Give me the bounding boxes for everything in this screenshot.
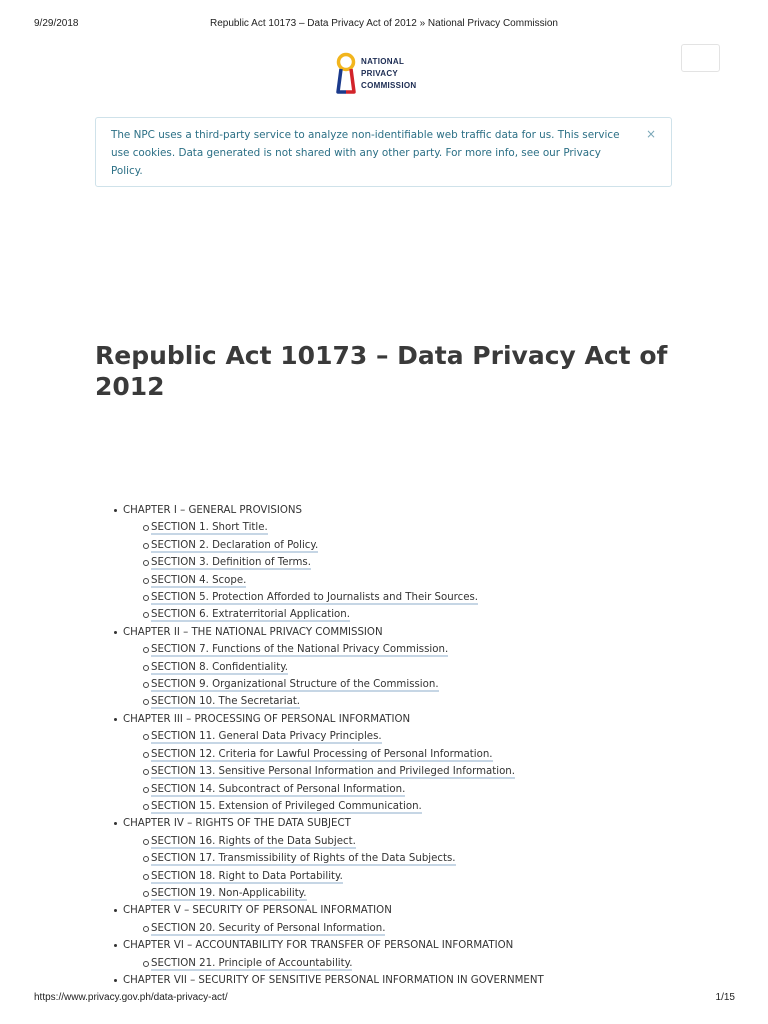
menu-button[interactable] [681, 44, 720, 72]
toc-section-link[interactable]: SECTION 6. Extraterritorial Application. [151, 609, 350, 621]
toc-section-list [123, 641, 743, 711]
toc-section-link[interactable]: SECTION 12. Criteria for Lawful Processing of Personal Information. [151, 748, 493, 760]
logo-text [361, 56, 416, 92]
toc-section-link[interactable]: SECTION 18. Right to Data Portability. [151, 870, 343, 882]
page-number: 1/15 [715, 992, 735, 1003]
toc-section-list [123, 728, 743, 815]
toc-section-link[interactable]: SECTION 16. Rights of the Data Subject. [151, 835, 356, 847]
toc-section-list [123, 519, 743, 623]
toc-section-item [151, 746, 743, 763]
toc-section-link[interactable]: SECTION 17. Transmissibility of Rights of the Data Subjects. [151, 853, 456, 865]
npc-logo[interactable] [334, 52, 444, 96]
toc-section-list [123, 955, 743, 972]
toc-section-link[interactable]: SECTION 4. Scope. [151, 574, 247, 586]
toc-chapter-label: CHAPTER I – GENERAL PROVISIONS [123, 505, 302, 516]
toc-chapter-label: CHAPTER VII – SECURITY OF SENSITIVE PERSONAL INFORMATION IN GOVERNMENT [123, 974, 544, 986]
toc-chapter [123, 815, 743, 902]
print-header [0, 18, 768, 32]
toc-section-item [151, 641, 743, 658]
keyhole-logo-icon [334, 52, 358, 96]
toc-section-list [123, 920, 743, 937]
toc-section-item [151, 676, 743, 693]
toc-section-link[interactable]: SECTION 5. Protection Afforded to Journalists and Their Sources. [151, 592, 479, 604]
toc-chapter-label: CHAPTER V – SECURITY OF PERSONAL INFORMATION [123, 905, 392, 917]
toc-section-item [151, 763, 743, 780]
toc-section-link[interactable]: SECTION 10. The Secretariat. [151, 696, 301, 708]
toc-section-item [151, 728, 743, 745]
toc-section-link[interactable]: SECTION 20. Security of Personal Information. [151, 922, 386, 934]
toc-section-item [151, 589, 743, 606]
print-url: https://www.privacy.gov.ph/data-privacy-act/ [34, 992, 228, 1003]
toc-section-link[interactable]: SECTION 21. Principle of Accountability. [151, 957, 353, 969]
toc-chapter [123, 972, 743, 989]
toc-chapter [123, 502, 743, 624]
toc-section-item [151, 850, 743, 867]
print-footer [0, 992, 768, 1006]
toc-section-item [151, 920, 743, 937]
toc-section-list [123, 833, 743, 903]
toc-section-item [151, 781, 743, 798]
toc-section-link[interactable]: SECTION 15. Extension of Privileged Communication. [151, 800, 422, 812]
toc-section-item [151, 798, 743, 815]
toc-section-link[interactable]: SECTION 2. Declaration of Policy. [151, 539, 319, 551]
toc-chapter-label: CHAPTER II – THE NATIONAL PRIVACY COMMISSION [123, 626, 383, 638]
toc-section-link[interactable]: SECTION 19. Non-Applicability. [151, 887, 307, 899]
toc-section-item [151, 606, 743, 623]
toc-section-link[interactable]: SECTION 13. Sensitive Personal Information and Privileged Information. [151, 766, 515, 778]
toc-section-item [151, 885, 743, 902]
table-of-contents [123, 502, 743, 989]
toc-chapter-label: CHAPTER VI – ACCOUNTABILITY FOR TRANSFER OF PERSONAL INFORMATION [123, 940, 514, 952]
print-date: 9/29/2018 [34, 18, 79, 29]
cookie-notice-text: The NPC uses a third-party service to analyze non-identifiable web traffic data for us. This service use cookies. Data generated is not shared with any other party. For more info, see our Privacy Policy. [111, 129, 620, 177]
print-document-title: Republic Act 10173 – Data Privacy Act of 2012 » National Privacy Commission [210, 18, 558, 29]
toc-section-item [151, 955, 743, 972]
toc-chapter-label: CHAPTER IV – RIGHTS OF THE DATA SUBJECT [123, 818, 351, 830]
toc-section-item [151, 537, 743, 554]
cookie-notice [95, 117, 672, 187]
toc-section-item [151, 519, 743, 536]
toc-chapter-label: CHAPTER III – PROCESSING OF PERSONAL INFORMATION [123, 713, 411, 725]
toc-section-link[interactable]: SECTION 7. Functions of the National Privacy Commission. [151, 644, 449, 656]
toc-section-link[interactable]: SECTION 9. Organizational Structure of the Commission. [151, 679, 439, 691]
toc-section-item [151, 693, 743, 710]
toc-chapter [123, 902, 743, 937]
toc-section-item [151, 554, 743, 571]
toc-section-link[interactable]: SECTION 3. Definition of Terms. [151, 557, 311, 569]
toc-section-item [151, 868, 743, 885]
toc-chapter [123, 711, 743, 815]
logo-line-privacy: PRIVACY [361, 69, 399, 78]
toc-chapter [123, 624, 743, 711]
logo-line-national: NATIONAL [361, 57, 405, 66]
page-title: Republic Act 10173 – Data Privacy Act of 2012 [95, 341, 668, 401]
toc-section-item [151, 572, 743, 589]
close-icon[interactable]: × [645, 127, 656, 141]
toc-section-link[interactable]: SECTION 1. Short Title. [151, 522, 268, 534]
toc-chapter [123, 937, 743, 972]
logo-line-commission: COMMISSION [361, 81, 417, 90]
toc-section-item [151, 833, 743, 850]
toc-section-link[interactable]: SECTION 11. General Data Privacy Principles. [151, 731, 382, 743]
toc-section-item [151, 659, 743, 676]
toc-section-link[interactable]: SECTION 8. Confidentiality. [151, 661, 289, 673]
toc-section-link[interactable]: SECTION 14. Subcontract of Personal Information. [151, 783, 406, 795]
